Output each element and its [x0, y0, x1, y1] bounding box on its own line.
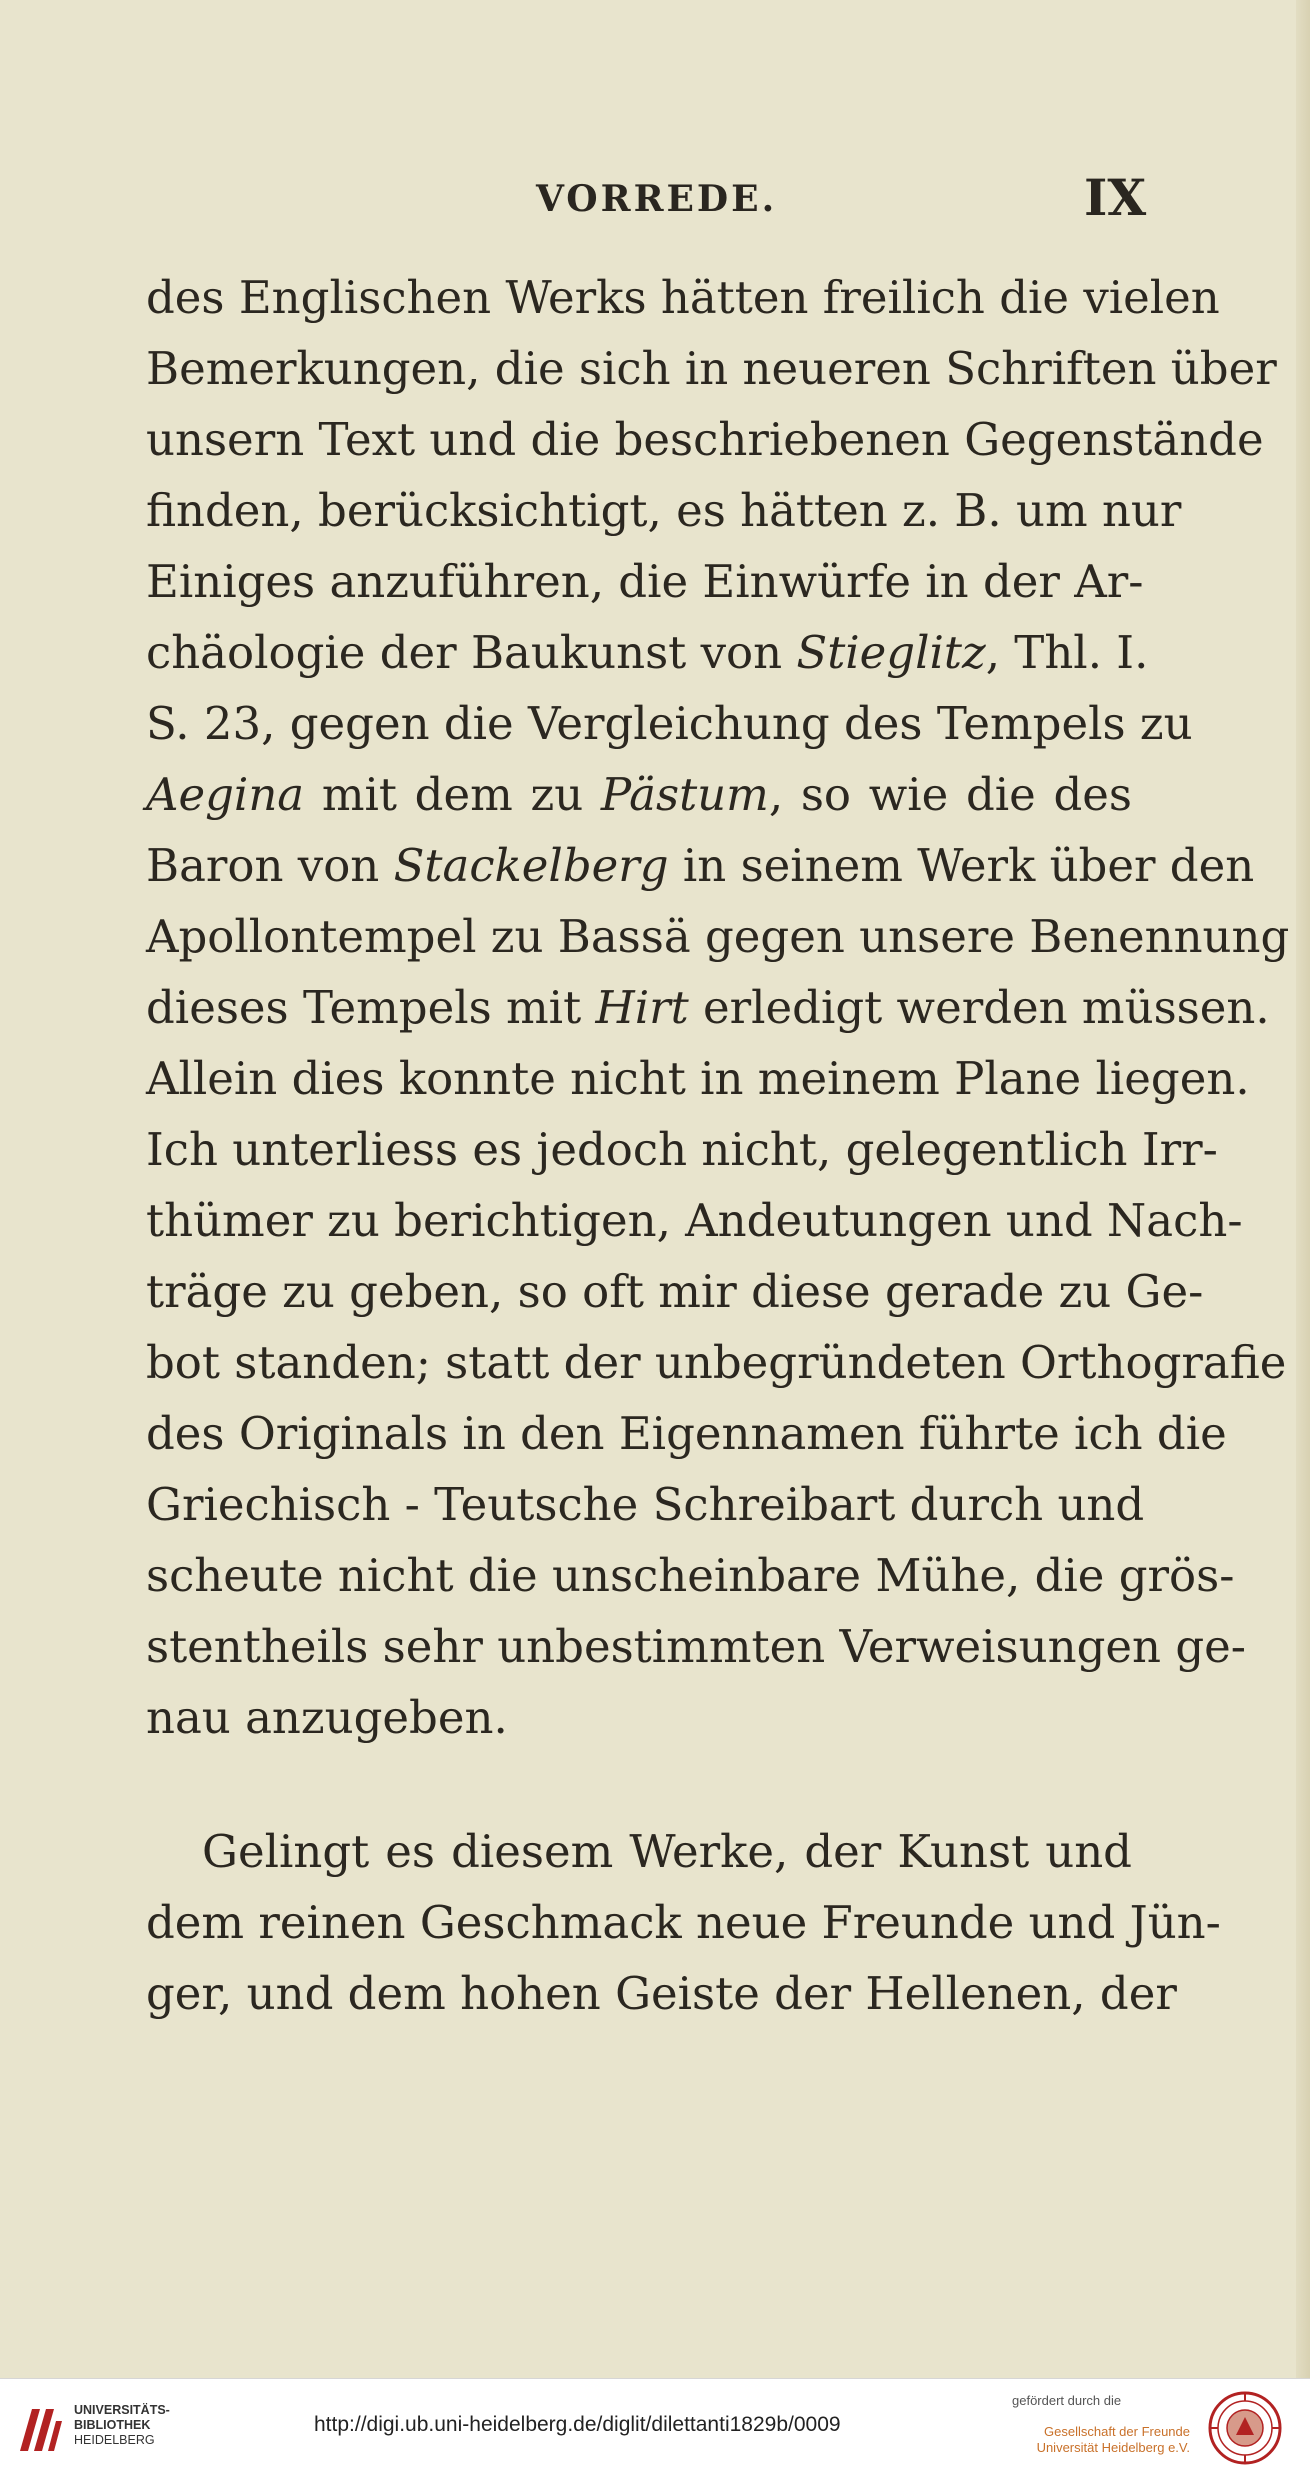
italic-name: Stieglitz — [796, 626, 986, 679]
text-line: des Originals in den Eigennamen führte ich die — [146, 1407, 1227, 1460]
text-run: chäologie der Baukunst von — [146, 626, 797, 679]
sponsor-name-line: Gesellschaft der Freunde — [1044, 2424, 1190, 2439]
text-line: nau anzugeben. — [146, 1691, 508, 1744]
library-name-line: HEIDELBERG — [74, 2433, 155, 2447]
text-line: Ich unterliess es jedoch nicht, gelegentlich Irr- — [146, 1123, 1218, 1176]
text-line: des Englischen Werks hätten freilich die vielen — [146, 271, 1220, 324]
text-line: Einiges anzuführen, die Einwürfe in der Ar- — [146, 555, 1144, 608]
text-line: Bemerkungen, die sich in neueren Schriften über — [146, 342, 1277, 395]
text-line: thümer zu berichtigen, Andeutungen und Nach- — [146, 1194, 1243, 1247]
italic-name: Pästum — [600, 768, 769, 821]
text-line: bot standen; statt der unbegründeten Orthografie — [146, 1336, 1287, 1389]
text-line: träge zu geben, so oft mir diese gerade zu Ge- — [146, 1265, 1204, 1318]
text-line — [146, 830, 1255, 901]
italic-name: Hirt — [595, 981, 689, 1034]
paragraph-1 — [146, 262, 1290, 1753]
sponsor-name-line: Universität Heidelberg e.V. — [1036, 2440, 1190, 2455]
text-run: in seinem Werk über den — [668, 839, 1255, 892]
text-line: dem reinen Geschmack neue Freunde und Jün- — [146, 1896, 1221, 1949]
permalink-url[interactable]: http://digi.ub.uni-heidelberg.de/diglit/dilettanti1829b/0009 — [314, 2413, 841, 2436]
text-run: , Thl. I. — [985, 626, 1149, 679]
text-run: erledigt werden müssen. — [688, 981, 1270, 1034]
text-line: Gelingt es diesem Werke, der Kunst und — [202, 1825, 1132, 1878]
text-line — [146, 617, 1149, 688]
italic-name: Stackelberg — [393, 839, 669, 892]
text-line: Allein dies konnte nicht in meinem Plane liegen. — [146, 1052, 1250, 1105]
text-line: S. 23, gegen die Vergleichung des Tempels zu — [146, 697, 1193, 750]
university-seal-icon — [1208, 2391, 1282, 2465]
library-name[interactable] — [74, 2403, 170, 2448]
viewer-footer — [0, 2378, 1310, 2475]
university-library-logo-icon[interactable] — [14, 2401, 66, 2457]
running-head: VORREDE. — [536, 178, 778, 220]
text-line: ger, und dem hohen Geiste der Hellenen, der — [146, 1967, 1177, 2020]
text-line — [146, 759, 1132, 830]
library-name-line: BIBLIOTHEK — [74, 2418, 151, 2432]
text-run: , so wie die des — [768, 768, 1132, 821]
sponsor-label: gefördert durch die — [1012, 2393, 1122, 2408]
text-line: scheute nicht die unscheinbare Mühe, die grös- — [146, 1549, 1235, 1602]
text-line: finden, berücksichtigt, es hätten z. B. um nur — [146, 484, 1182, 537]
sponsor-credit[interactable] — [1000, 2393, 1190, 2456]
page-number: IX — [1084, 168, 1147, 227]
italic-name: Aegina — [146, 768, 305, 821]
text-line: stentheils sehr unbestimmten Verweisungen ge- — [146, 1620, 1246, 1673]
text-line: Apollontempel zu Bassä gegen unsere Benennung — [146, 910, 1290, 963]
text-line: Griechisch - Teutsche Schreibart durch und — [146, 1478, 1145, 1531]
text-run: mit dem zu — [304, 768, 601, 821]
paragraph-2 — [146, 1816, 1221, 2029]
library-name-line: UNIVERSITÄTS- — [74, 2403, 170, 2417]
page-edge — [1296, 0, 1310, 2378]
text-run: Baron von — [146, 839, 394, 892]
text-line — [146, 972, 1270, 1043]
text-run: dieses Tempels mit — [146, 981, 596, 1034]
text-line: unsern Text und die beschriebenen Gegenstände — [146, 413, 1264, 466]
